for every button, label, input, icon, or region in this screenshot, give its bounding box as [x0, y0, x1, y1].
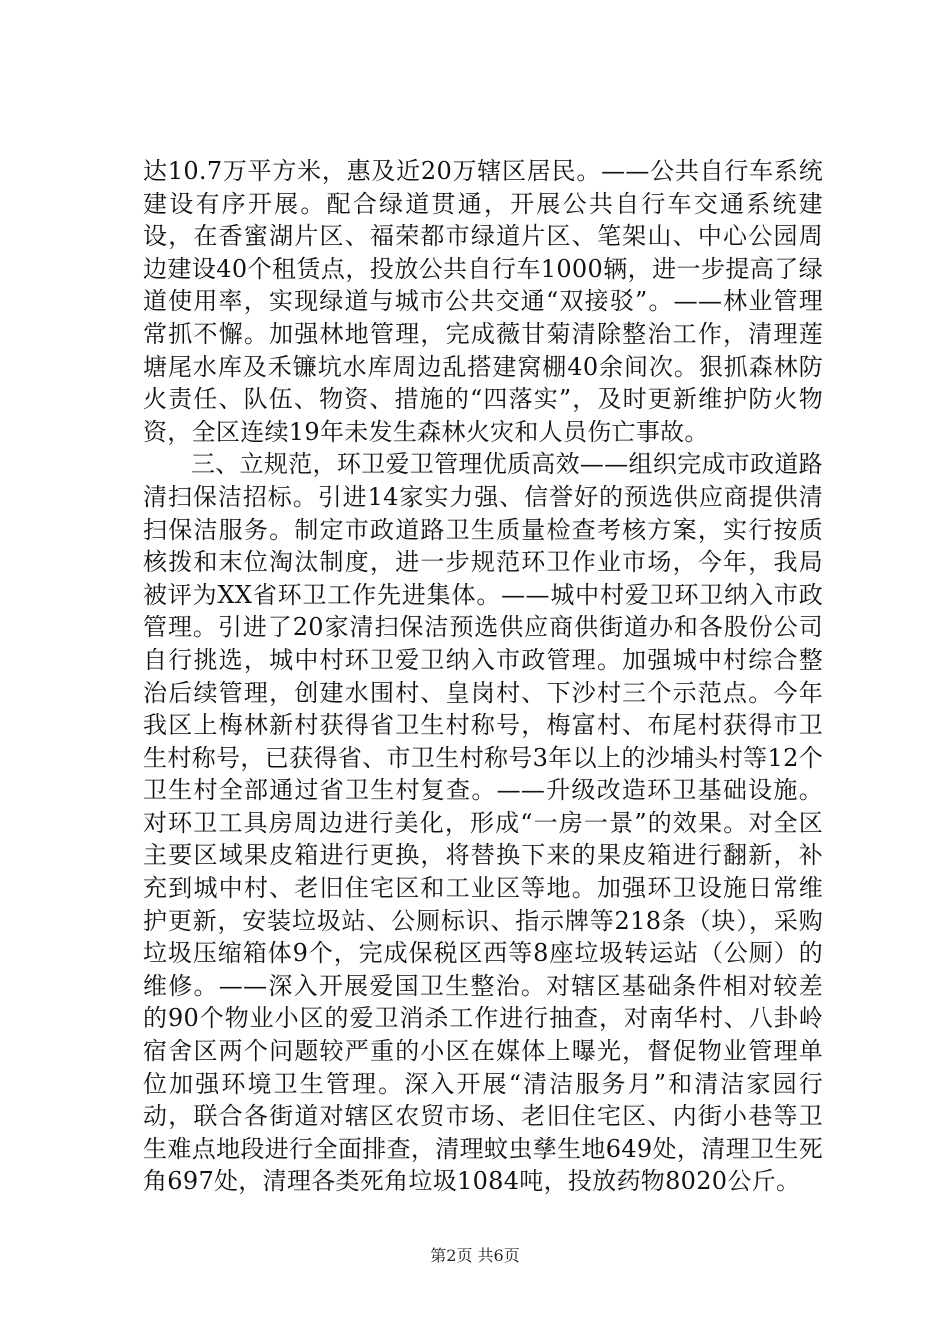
- paragraph-greenway-forestry: 达10.7万平方米，惠及近20万辖区居民。——公共自行车系统建设有序开展。配合绿道贯通，开展公共自行车交通系统建设，在香蜜湖片区、福荣都市绿道片区、笔架山、中心公园周边建设40个租赁点，投放公共自行车1000辆，进一步提高了绿道使用率，实现绿道与城市公共交通“双接驳”。——林业管理常抓不懈。加强林地管理，完成薇甘菊清除整治工作，清理莲塘尾水库及禾镰坑水库周边乱搭建窝棚40余间次。狠抓森林防火责任、队伍、物资、措施的“四落实”，及时更新维护防火物资，全区连续19年未发生森林火灾和人员伤亡事故。: [143, 157, 823, 446]
- document-body: [143, 155, 823, 1198]
- page-footer: 第2页 共6页: [430, 1246, 520, 1265]
- paragraph-sanitation-management: 三、立规范，环卫爱卫管理优质高效——组织完成市政道路清扫保洁招标。引进14家实力强、信誉好的预选供应商提供清扫保洁服务。制定市政道路卫生质量检查考核方案，实行按质核拨和末位淘汰制度，进一步规范环卫作业市场，今年，我局被评为XX省环卫工作先进集体。——城中村爱卫环卫纳入市政管理。引进了20家清扫保洁预选供应商供街道办和各股份公司自行挑选，城中村环卫爱卫纳入市政管理。加强城中村综合整治后续管理，创建水围村、皇岗村、下沙村三个示范点。今年我区上梅林新村获得省卫生村称号，梅富村、布尾村获得市卫生村称号，已获得省、市卫生村称号3年以上的沙埔头村等12个卫生村全部通过省卫生村复查。——升级改造环卫基础设施。对环卫工具房周边进行美化，形成“一房一景”的效果。对全区主要区域果皮箱进行更换，将替换下来的果皮箱进行翻新，补充到城中村、老旧住宅区和工业区等地。加强环卫设施日常维护更新，安装垃圾站、公厕标识、指示牌等218条（块），采购垃圾压缩箱体9个，完成保税区西等8座垃圾转运站（公厕）的维修。——深入开展爱国卫生整治。对辖区基础条件相对较差的90个物业小区的爱卫消杀工作进行抽查，对南华村、八卦岭宿舍区两个问题较严重的小区在媒体上曝光，督促物业管理单位加强环境卫生管理。深入开展“清洁服务月”和清洁家园行动，联合各街道对辖区农贸市场、老旧住宅区、内街小巷等卫生难点地段进行全面排查，清理蚊虫孳生地649处，清理卫生死角697处，清理各类死角垃圾1084吨，投放药物8020公斤。: [143, 450, 823, 1196]
